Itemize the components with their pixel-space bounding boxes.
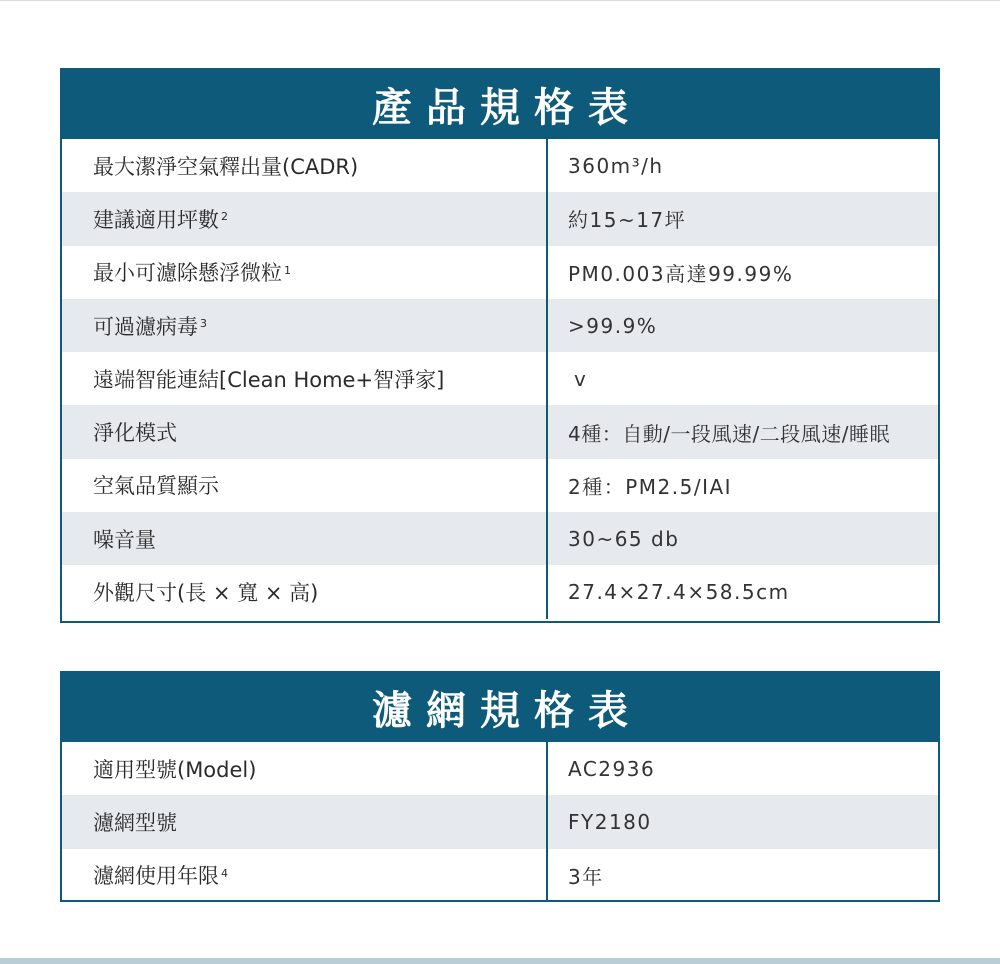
footnote-marker: 4 (221, 866, 228, 880)
spec-value: AC2936 (568, 756, 656, 781)
footnote-marker: 2 (221, 210, 228, 224)
spec-value: >99.9% (568, 313, 658, 338)
spec-value: 約15~17坪 (568, 208, 687, 233)
product-spec-table (60, 68, 940, 623)
spec-value: 360m³/h (568, 153, 664, 178)
spec-label: 濾網型號 (62, 795, 548, 848)
table-row (62, 192, 938, 245)
product-spec-title: 產品規格表 (62, 70, 938, 139)
spec-label: 噪音量 (62, 512, 548, 565)
bottom-rule (0, 958, 1000, 964)
spec-label: 可過濾病毒 $^3$ (62, 299, 548, 352)
table-row (62, 352, 938, 405)
filter-spec-title: 濾網規格表 (62, 673, 938, 742)
spec-value: FY2180 (568, 809, 652, 834)
spec-label: 最小可濾除懸浮微粒 $^1$ (62, 246, 548, 299)
table-row (62, 246, 938, 299)
spec-label: 外觀尺寸(長 × 寬 × 高) (62, 565, 548, 618)
spec-label: 遠端智能連結[Clean Home+智淨家] (62, 352, 548, 405)
table-row (62, 299, 938, 352)
table-row (62, 849, 938, 902)
spec-value: PM0.003高達99.99% (568, 261, 794, 286)
spec-value: 27.4×27.4×58.5cm (568, 580, 790, 605)
table-row (62, 512, 938, 565)
spec-value: 30~65 db (568, 526, 680, 551)
table-row (62, 565, 938, 618)
table-row (62, 742, 938, 795)
table-row (62, 139, 938, 192)
footnote-marker: 3 (200, 317, 207, 331)
spec-label: 空氣品質顯示 (62, 459, 548, 512)
table-row (62, 405, 938, 458)
table-row (62, 459, 938, 512)
spec-label: 濾網使用年限 $^4$ (62, 849, 548, 902)
spec-value: 4種：自動/一段風速/二段風速/睡眠 (568, 421, 890, 446)
table-row (62, 795, 938, 848)
spec-value: 2種：PM2.5/IAI (568, 474, 733, 499)
spec-label: 最大潔淨空氣釋出量(CADR) (62, 139, 548, 192)
spec-label: 建議適用坪數 $^2$ (62, 192, 548, 245)
checkmark-value: v (574, 366, 588, 391)
filter-spec-table (60, 671, 940, 902)
spec-value: 3年 (568, 864, 604, 889)
spec-label: 淨化模式 (62, 405, 548, 458)
top-rule (0, 0, 1000, 1)
spec-label: 適用型號(Model) (62, 742, 548, 795)
footnote-marker: 1 (284, 263, 291, 277)
